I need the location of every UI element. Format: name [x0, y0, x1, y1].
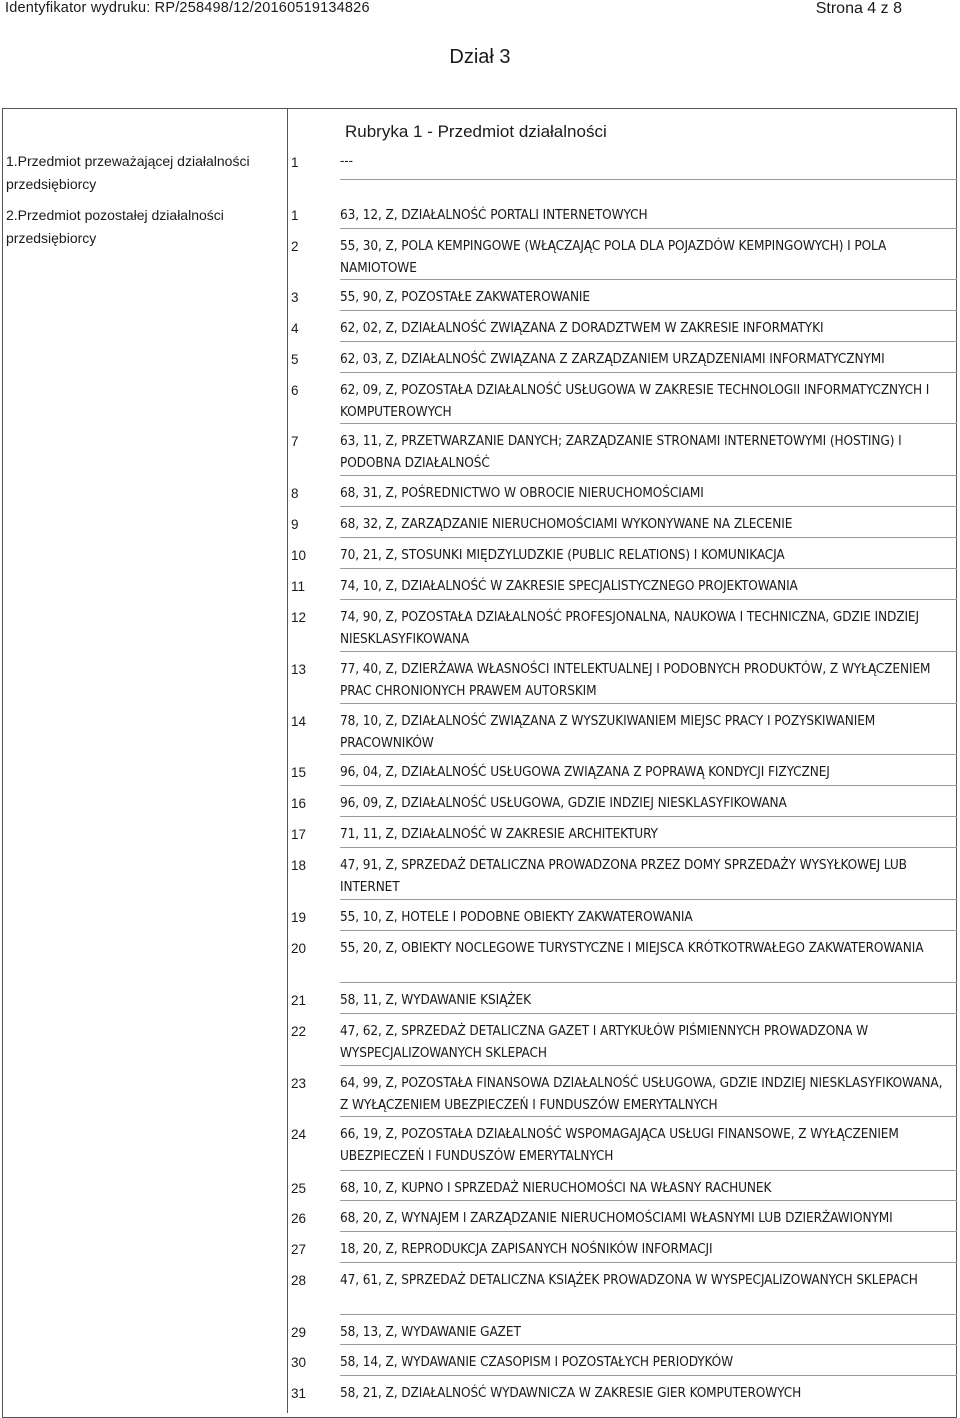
row-divider — [340, 1231, 957, 1232]
item-number: 3 — [291, 290, 299, 305]
activity-description: 68, 31, Z, POŚREDNICTWO W OBROCIE NIERUCHOMOŚCIAMI — [340, 485, 704, 501]
activity-description: 66, 19, Z, POZOSTAŁA DZIAŁALNOŚĆ WSPOMAGAJĄCA USŁUGI FINANSOWE, Z WYŁĄCZENIEM UBEZPIECZEŃ I FUNDUSZÓW EMERYTALNYCH — [340, 1126, 899, 1164]
activity-description: 68, 10, Z, KUPNO I SPRZEDAŻ NIERUCHOMOŚCI NA WŁASNY RACHUNEK — [340, 1180, 772, 1196]
print-id: Identyfikator wydruku: RP/258498/12/20160519134826 — [5, 0, 370, 16]
item-number: 8 — [291, 486, 299, 501]
item-number: 6 — [291, 383, 299, 398]
row-divider — [340, 1344, 957, 1345]
row-divider — [340, 847, 957, 848]
row-divider — [340, 228, 957, 229]
activity-description: 77, 40, Z, DZIERŻAWA WŁASNOŚCI INTELEKTUALNEJ I PODOBNYCH PRODUKTÓW, Z WYŁĄCZENIEM PRAC CHRONIONYCH PRAWEM AUTORSKIM — [340, 661, 931, 699]
row-divider — [340, 1200, 957, 1201]
activity-description: 64, 99, Z, POZOSTAŁA FINANSOWA DZIAŁALNOŚĆ USŁUGOWA, GDZIE INDZIEJ NIESKLASYFIKOWANA, Z WYŁĄCZENIEM UBEZPIECZEŃ I FUNDUSZÓW EMERYTALNYCH — [340, 1075, 943, 1113]
item-number: 26 — [291, 1211, 307, 1226]
row-divider — [340, 930, 957, 931]
row-divider — [340, 599, 957, 600]
activity-description: 63, 12, Z, DZIAŁALNOŚĆ PORTALI INTERNETOWYCH — [340, 207, 648, 223]
item-number: 12 — [291, 610, 307, 625]
row-divider — [340, 703, 957, 704]
row-divider — [340, 1375, 957, 1376]
row-divider — [340, 341, 957, 342]
row-divider — [340, 179, 957, 180]
activity-description: 78, 10, Z, DZIAŁALNOŚĆ ZWIĄZANA Z WYSZUKIWANIEM MIEJSC PRACY I POZYSKIWANIEM PRACOWNIKÓW — [340, 713, 876, 751]
item-number: 13 — [291, 662, 307, 677]
activity-description: 47, 91, Z, SPRZEDAŻ DETALICZNA PROWADZONA PRZEZ DOMY SPRZEDAŻY WYSYŁKOWEJ LUB INTERNET — [340, 857, 907, 895]
activity-description: 62, 02, Z, DZIAŁALNOŚĆ ZWIĄZANA Z DORADZTWEM W ZAKRESIE INFORMATYKI — [340, 320, 824, 336]
row-divider — [340, 1116, 957, 1117]
item-number: 2 — [291, 239, 299, 254]
row-divider — [340, 754, 957, 755]
row-divider — [340, 279, 957, 280]
print-header — [0, 0, 960, 18]
activity-description: 47, 61, Z, SPRZEDAŻ DETALICZNA KSIĄŻEK PROWADZONA W WYSPECJALIZOWANYCH SKLEPACH — [340, 1272, 918, 1288]
item-number: 15 — [291, 765, 307, 780]
activity-description: 58, 11, Z, WYDAWANIE KSIĄŻEK — [340, 992, 531, 1008]
item-number: 7 — [291, 434, 299, 449]
item-number: 10 — [291, 548, 307, 563]
item-number: 14 — [291, 714, 307, 729]
row-divider — [340, 651, 957, 652]
page-indicator: Strona 4 z 8 — [815, 0, 902, 17]
item-number: 9 — [291, 517, 299, 532]
activity-description: 55, 20, Z, OBIEKTY NOCLEGOWE TURYSTYCZNE I MIEJSCA KRÓTKOTRWAŁEGO ZAKWATEROWANIA — [340, 940, 924, 956]
activity-description: 74, 90, Z, POZOSTAŁA DZIAŁALNOŚĆ PROFESJONALNA, NAUKOWA I TECHNICZNA, GDZIE INDZIEJ NIESKLASYFIKOWANA — [340, 609, 919, 647]
activity-description: 68, 20, Z, WYNAJEM I ZARZĄDZANIE NIERUCHOMOŚCIAMI WŁASNYMI LUB DZIERŻAWIONYMI — [340, 1210, 893, 1226]
row-divider — [340, 1262, 957, 1263]
item-number: 31 — [291, 1386, 307, 1401]
activity-description: 58, 14, Z, WYDAWANIE CZASOPISM I POZOSTAŁYCH PERIODYKÓW — [340, 1354, 734, 1370]
main-activity-label: 1.Przedmiot przeważającej działalności przedsiębiorcy — [6, 153, 250, 192]
row-divider — [340, 785, 957, 786]
activity-description: 55, 90, Z, POZOSTAŁE ZAKWATEROWANIE — [340, 289, 590, 305]
activity-description: 71, 11, Z, DZIAŁALNOŚĆ W ZAKRESIE ARCHITEKTURY — [340, 826, 658, 842]
row-divider — [340, 568, 957, 569]
activity-description: 55, 30, Z, POLA KEMPINGOWE (WŁĄCZAJĄC POLA DLA POJAZDÓW KEMPINGOWYCH) I POLA NAMIOTOWE — [340, 238, 887, 276]
row-divider — [340, 1170, 957, 1171]
row-divider — [340, 475, 957, 476]
activity-description: 74, 10, Z, DZIAŁALNOŚĆ W ZAKRESIE SPECJALISTYCZNEGO PROJEKTOWANIA — [340, 578, 798, 594]
row-divider — [340, 1013, 957, 1014]
rubric-title: Rubryka 1 - Przedmiot działalności — [345, 122, 607, 141]
activity-description: 58, 21, Z, DZIAŁALNOŚĆ WYDAWNICZA W ZAKRESIE GIER KOMPUTEROWYCH — [340, 1385, 802, 1401]
main-activity-number: 1 — [291, 155, 299, 170]
item-number: 17 — [291, 827, 307, 842]
row-divider — [340, 506, 957, 507]
item-number: 22 — [291, 1024, 307, 1039]
item-number: 25 — [291, 1181, 307, 1196]
item-number: 4 — [291, 321, 299, 336]
item-number: 29 — [291, 1325, 307, 1340]
activity-description: 62, 03, Z, DZIAŁALNOŚĆ ZWIĄZANA Z ZARZĄDZANIEM URZĄDZENIAMI INFORMATYCZNYMI — [340, 351, 885, 367]
row-divider — [340, 1065, 957, 1066]
item-number: 18 — [291, 858, 307, 873]
main-activity-value: --- — [340, 153, 353, 169]
item-number: 19 — [291, 910, 307, 925]
item-number: 23 — [291, 1076, 307, 1091]
row-divider — [340, 310, 957, 311]
activity-description: 68, 32, Z, ZARZĄDZANIE NIERUCHOMOŚCIAMI WYKONYWANE NA ZLECENIE — [340, 516, 793, 532]
item-number: 30 — [291, 1355, 307, 1370]
activity-description: 62, 09, Z, POZOSTAŁA DZIAŁALNOŚĆ USŁUGOWA W ZAKRESIE TECHNOLOGII INFORMATYCZNYCH I KOMPUTEROWYCH — [340, 382, 930, 420]
item-number: 16 — [291, 796, 307, 811]
column-divider — [287, 108, 288, 1413]
activity-description: 58, 13, Z, WYDAWANIE GAZET — [340, 1324, 521, 1340]
row-divider — [340, 537, 957, 538]
activity-description: 18, 20, Z, REPRODUKCJA ZAPISANYCH NOŚNIKÓW INFORMACJI — [340, 1241, 713, 1257]
item-number: 21 — [291, 993, 307, 1008]
row-divider — [340, 1314, 957, 1315]
activity-description: 96, 09, Z, DZIAŁALNOŚĆ USŁUGOWA, GDZIE INDZIEJ NIESKLASYFIKOWANA — [340, 795, 787, 811]
row-divider — [340, 372, 957, 373]
activity-description: 47, 62, Z, SPRZEDAŻ DETALICZNA GAZET I ARTYKUŁÓW PIŚMIENNYCH PROWADZONA W WYSPECJALIZOWANYCH SKLEPACH — [340, 1023, 869, 1061]
activity-description: 96, 04, Z, DZIAŁALNOŚĆ USŁUGOWA ZWIĄZANA Z POPRAWĄ KONDYCJI FIZYCZNEJ — [340, 764, 830, 780]
item-number: 1 — [291, 208, 299, 223]
activity-description: 70, 21, Z, STOSUNKI MIĘDZYLUDZKIE (PUBLIC RELATIONS) I KOMUNIKACJA — [340, 547, 785, 563]
item-number: 5 — [291, 352, 299, 367]
item-number: 20 — [291, 941, 307, 956]
row-divider — [340, 423, 957, 424]
row-divider — [340, 816, 957, 817]
row-divider — [340, 982, 957, 983]
section-title: Dział 3 — [449, 46, 511, 68]
row-divider — [340, 899, 957, 900]
activity-description: 63, 11, Z, PRZETWARZANIE DANYCH; ZARZĄDZANIE STRONAMI INTERNETOWYMI (HOSTING) I PODOBNA DZIAŁALNOŚĆ — [340, 433, 902, 471]
activity-description: 55, 10, Z, HOTELE I PODOBNE OBIEKTY ZAKWATEROWANIA — [340, 909, 693, 925]
other-activities-label: 2.Przedmiot pozostałej działalności przedsiębiorcy — [6, 207, 224, 246]
item-number: 28 — [291, 1273, 307, 1288]
item-number: 27 — [291, 1242, 307, 1257]
item-number: 11 — [291, 579, 306, 594]
item-number: 24 — [291, 1127, 307, 1142]
